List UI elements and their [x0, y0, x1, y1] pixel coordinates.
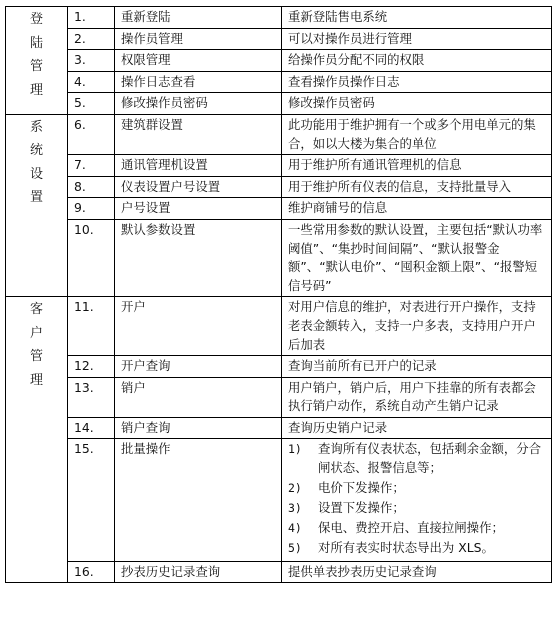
step-text: 查询所有仪表状态，包括剩余金额，分合闸状态、报警信息等；	[318, 441, 542, 476]
function-name: 操作员管理	[115, 28, 282, 50]
table-row	[6, 176, 552, 198]
group-label-char: 理	[29, 372, 43, 388]
table-row	[6, 297, 552, 356]
group-label-char: 户	[29, 325, 43, 341]
document-page	[5, 6, 551, 583]
function-description: 修改操作员密码	[282, 93, 552, 115]
step-marker: 5)	[288, 541, 302, 556]
function-table	[5, 6, 552, 583]
function-name: 户号设置	[115, 198, 282, 220]
row-number: 1.	[68, 7, 115, 29]
table-row	[6, 93, 552, 115]
function-description: 查看操作员操作日志	[282, 71, 552, 93]
row-number: 7.	[68, 155, 115, 177]
function-description: 此功能用于维护拥有一个或多个用电单元的集合，如以大楼为集合的单位	[282, 114, 552, 154]
row-number: 11.	[68, 297, 115, 356]
group-label	[6, 116, 67, 210]
step-marker: 3)	[288, 501, 302, 516]
step-text: 对所有表实时状态导出为 XLS。	[318, 540, 494, 556]
table-row	[6, 7, 552, 29]
row-number: 12.	[68, 356, 115, 378]
step-text: 电价下发操作；	[318, 480, 405, 496]
function-description: 一些常用参数的默认设置，主要包括“默认功率阈值”、“集抄时间间隔”、“默认报警金额”、“默认电价”、“囤积金额上限”、“报警短信号码”	[282, 219, 552, 296]
group-label-char: 置	[29, 190, 43, 206]
table-row	[6, 155, 552, 177]
step-marker: 2)	[288, 481, 302, 496]
function-name: 开户查询	[115, 356, 282, 378]
row-number: 3.	[68, 50, 115, 72]
function-name: 重新登陆	[115, 7, 282, 29]
step-text: 保电、费控开启、直接拉闸操作；	[318, 520, 504, 536]
function-description: 用于维护所有仪表的信息，支持批量导入	[282, 176, 552, 198]
function-name: 抄表历史记录查询	[115, 561, 282, 583]
list-item	[288, 519, 545, 538]
table-row	[6, 439, 552, 561]
group-label-char: 客	[29, 302, 43, 318]
function-description: 用于维护所有通讯管理机的信息	[282, 155, 552, 177]
function-name: 仪表设置户号设置	[115, 176, 282, 198]
group-label-cell	[6, 114, 68, 296]
table-row	[6, 377, 552, 417]
group-label	[6, 8, 67, 102]
step-marker: 4)	[288, 521, 302, 536]
function-description: 维护商铺号的信息	[282, 198, 552, 220]
function-description: 可以对操作员进行管理	[282, 28, 552, 50]
table-row	[6, 50, 552, 72]
row-number: 6.	[68, 114, 115, 154]
row-number: 14.	[68, 417, 115, 439]
function-description: 对用户信息的维护，对表进行开户操作，支持老表金额转入，支持一户多表，支持用户开户后加表	[282, 297, 552, 356]
table-row	[6, 114, 552, 154]
row-number: 4.	[68, 71, 115, 93]
steps-list	[288, 440, 545, 558]
group-label-char: 管	[29, 349, 43, 365]
function-name: 销户	[115, 377, 282, 417]
row-number: 16.	[68, 561, 115, 583]
list-item	[288, 499, 545, 518]
table-row	[6, 561, 552, 583]
group-label-char: 设	[29, 166, 43, 182]
row-number: 9.	[68, 198, 115, 220]
function-name: 开户	[115, 297, 282, 356]
function-description: 用户销户，销户后，用户下挂靠的所有表都会执行销户动作，系统自动产生销户记录	[282, 377, 552, 417]
group-label-cell	[6, 297, 68, 583]
function-name: 操作日志查看	[115, 71, 282, 93]
step-marker: 1)	[288, 442, 302, 457]
list-item	[288, 479, 545, 498]
function-description: 提供单表抄表历史记录查询	[282, 561, 552, 583]
function-table-body	[6, 7, 552, 583]
function-name: 建筑群设置	[115, 114, 282, 154]
row-number: 13.	[68, 377, 115, 417]
table-row	[6, 71, 552, 93]
group-label-cell	[6, 7, 68, 115]
group-label-char: 理	[29, 82, 43, 98]
function-name: 通讯管理机设置	[115, 155, 282, 177]
function-name: 批量操作	[115, 439, 282, 561]
table-row	[6, 417, 552, 439]
table-row	[6, 356, 552, 378]
function-name: 修改操作员密码	[115, 93, 282, 115]
row-number: 10.	[68, 219, 115, 296]
group-label-char: 系	[29, 119, 43, 135]
group-label-char: 登	[29, 12, 43, 27]
row-number: 2.	[68, 28, 115, 50]
group-label-char: 陆	[29, 35, 43, 51]
function-description: 给操作员分配不同的权限	[282, 50, 552, 72]
group-label	[6, 298, 67, 392]
function-name: 默认参数设置	[115, 219, 282, 296]
row-number: 5.	[68, 93, 115, 115]
list-item	[288, 440, 545, 477]
function-description: 查询历史销户记录	[282, 417, 552, 439]
function-description: 查询当前所有已开户的记录	[282, 356, 552, 378]
function-description-steps	[282, 439, 552, 561]
table-row	[6, 219, 552, 296]
list-item	[288, 539, 545, 558]
function-name: 销户查询	[115, 417, 282, 439]
table-row	[6, 198, 552, 220]
function-name: 权限管理	[115, 50, 282, 72]
table-row	[6, 28, 552, 50]
function-description: 重新登陆售电系统	[282, 7, 552, 29]
group-label-char: 统	[29, 143, 43, 159]
group-label-char: 管	[29, 59, 43, 74]
row-number: 15.	[68, 439, 115, 561]
step-text: 设置下发操作；	[318, 500, 405, 516]
row-number: 8.	[68, 176, 115, 198]
